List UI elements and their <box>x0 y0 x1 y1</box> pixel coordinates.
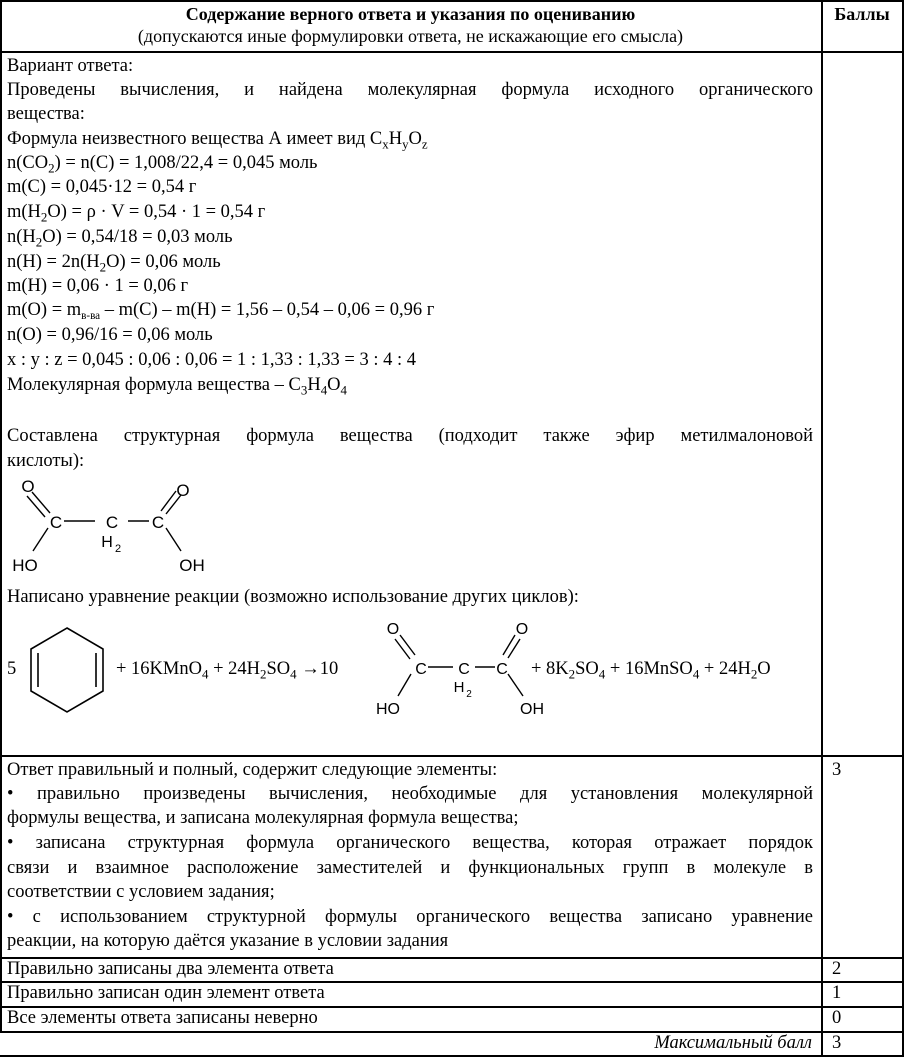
reaction-products: + $8K_2SO_4$ + 16MnSO$_4$ + $24H_2O$ <box>531 659 771 682</box>
table-border-top <box>0 0 904 2</box>
calc-line-6: m(H) = 0,06 · 1 = 0,06 г <box>7 276 189 296</box>
structure-hydrogen-label: H <box>101 534 113 551</box>
score-none: 0 <box>832 1008 842 1028</box>
criteria-none: Все элементы ответа записаны неверно <box>7 1008 318 1028</box>
product-hydroxyl-right: OH <box>520 701 544 718</box>
structure-hydrogen-sub: 2 <box>114 543 122 555</box>
answer-calc-intro <box>7 78 813 103</box>
structure-intro-line-1: Составлена структурная формула вещества (подходит также эфир метилмалоновой <box>7 426 813 446</box>
structure-carbon-left: C <box>49 513 63 532</box>
calc-line-8: n(O) = 0,96/16 = 0,06 моль <box>7 325 213 345</box>
reaction-intro: Написано уравнение реакции (возможно использование других циклов): <box>7 587 579 607</box>
score-column-divider <box>821 0 823 1057</box>
header-score-column: Баллы <box>834 4 890 24</box>
product-oxygen-left: O <box>386 621 400 638</box>
molecular-formula-line: Молекулярная формула вещества – $C_3H_4O_4$ <box>7 375 348 398</box>
calc-intro-line-2: вещества: <box>7 104 85 124</box>
score-one: 1 <box>832 983 842 1003</box>
structure-oxygen-left: O <box>21 477 35 496</box>
reaction-coef-cyclohexene: 5 <box>7 659 17 679</box>
structure-oxygen-right: O <box>176 481 190 500</box>
calc-line-1: $n(CO_2) = n(C) = 1,008/22,4 = 0,045$ моль <box>7 153 318 176</box>
criteria-full-intro: Ответ правильный и полный, содержит следующие элементы: <box>7 760 498 780</box>
structure-intro <box>7 424 813 449</box>
calc-line-4: $n(H_2O) = 0,54/18 = 0,03$ моль <box>7 227 233 250</box>
score-two: 2 <box>832 959 842 979</box>
max-score-label: Максимальный балл <box>654 1033 812 1053</box>
product-hydroxyl-left: HO <box>376 701 400 718</box>
calc-line-2: m(C) = 0,045·12 = 0,54 г <box>7 177 197 197</box>
calc-line-9: x : y : z = 0,045 : 0,06 : 0,06 = 1 : 1,33 : 1,33 = 3 : 4 : 4 <box>7 350 417 370</box>
calc-intro-line-1: Проведены вычисления, и найдена молекулярная формула исходного органического <box>7 80 813 100</box>
formula-a-line: Формула неизвестного вещества А имеет вид $C_xH_yO_z$ <box>7 129 428 152</box>
structure-hydroxyl-left: HO <box>12 556 38 575</box>
criteria-one-element: Правильно записан один элемент ответа <box>7 983 325 1003</box>
row-divider-full <box>0 755 904 757</box>
calc-line-3: $m(H_2O) = \rho \cdot V = 0,54 \cdot 1 = 0,54$ г <box>7 202 266 225</box>
max-score-value: 3 <box>832 1033 842 1053</box>
structure-hydroxyl-right: OH <box>179 556 205 575</box>
structure-carbon-right: C <box>151 513 165 532</box>
structure-intro-line-2: кислоты): <box>7 451 85 471</box>
product-oxygen-right: O <box>515 621 529 638</box>
product-hydrogen-label: H <box>453 679 465 696</box>
reaction-product-malonic-acid <box>360 612 560 722</box>
calc-line-5: $n(H) = 2n(H_2O) = 0,06$ моль <box>7 252 221 275</box>
product-carbon-left: C <box>415 661 427 678</box>
header-subtitle: (допускаются иные формулировки ответа, не искажающие его смысла) <box>137 26 684 46</box>
reaction-reagents: + 16KMnO$_4$ + $24H_2SO_4 \to 10$ <box>116 659 339 682</box>
answer-variant-label: Вариант ответа: <box>7 56 134 76</box>
calc-line-7: $m(O) = m_{в-ва} - m(C) - m(H) = 1,56 - 0,54 - 0,06 = 0,96$ г <box>7 300 435 322</box>
criteria-bullet-3: • с использованием структурной формулы органического вещества записано уравнение <box>7 907 813 927</box>
criteria-bullet-1-cont: формулы вещества, и записана молекулярная формула вещества; <box>7 808 519 828</box>
header-title: Содержание верного ответа и указания по оцениванию <box>185 4 636 24</box>
product-hydrogen-sub: 2 <box>466 689 472 700</box>
header-divider <box>0 51 904 53</box>
cyclohexene-structure <box>18 622 118 722</box>
score-full: 3 <box>832 760 842 780</box>
criteria-bullet-2-cont: соответствии с условием задания; <box>7 882 275 902</box>
product-carbon-middle: C <box>458 661 470 678</box>
criteria-bullet-2: • записана структурная формула органического вещества, которая отражает порядок связи и взаимное расположение заместителей и функциональных групп в молекуле в <box>7 833 813 878</box>
criteria-bullet-1: • правильно произведены вычисления, необходимые для установления молекулярной <box>7 784 813 804</box>
malonic-acid-structure <box>0 476 230 582</box>
structure-carbon-middle: C <box>105 513 119 532</box>
criteria-two-elements: Правильно записаны два элемента ответа <box>7 959 334 979</box>
criteria-bullet-3-cont: реакции, на которую даётся указание в условии задания <box>7 931 449 951</box>
product-carbon-right: C <box>496 661 508 678</box>
